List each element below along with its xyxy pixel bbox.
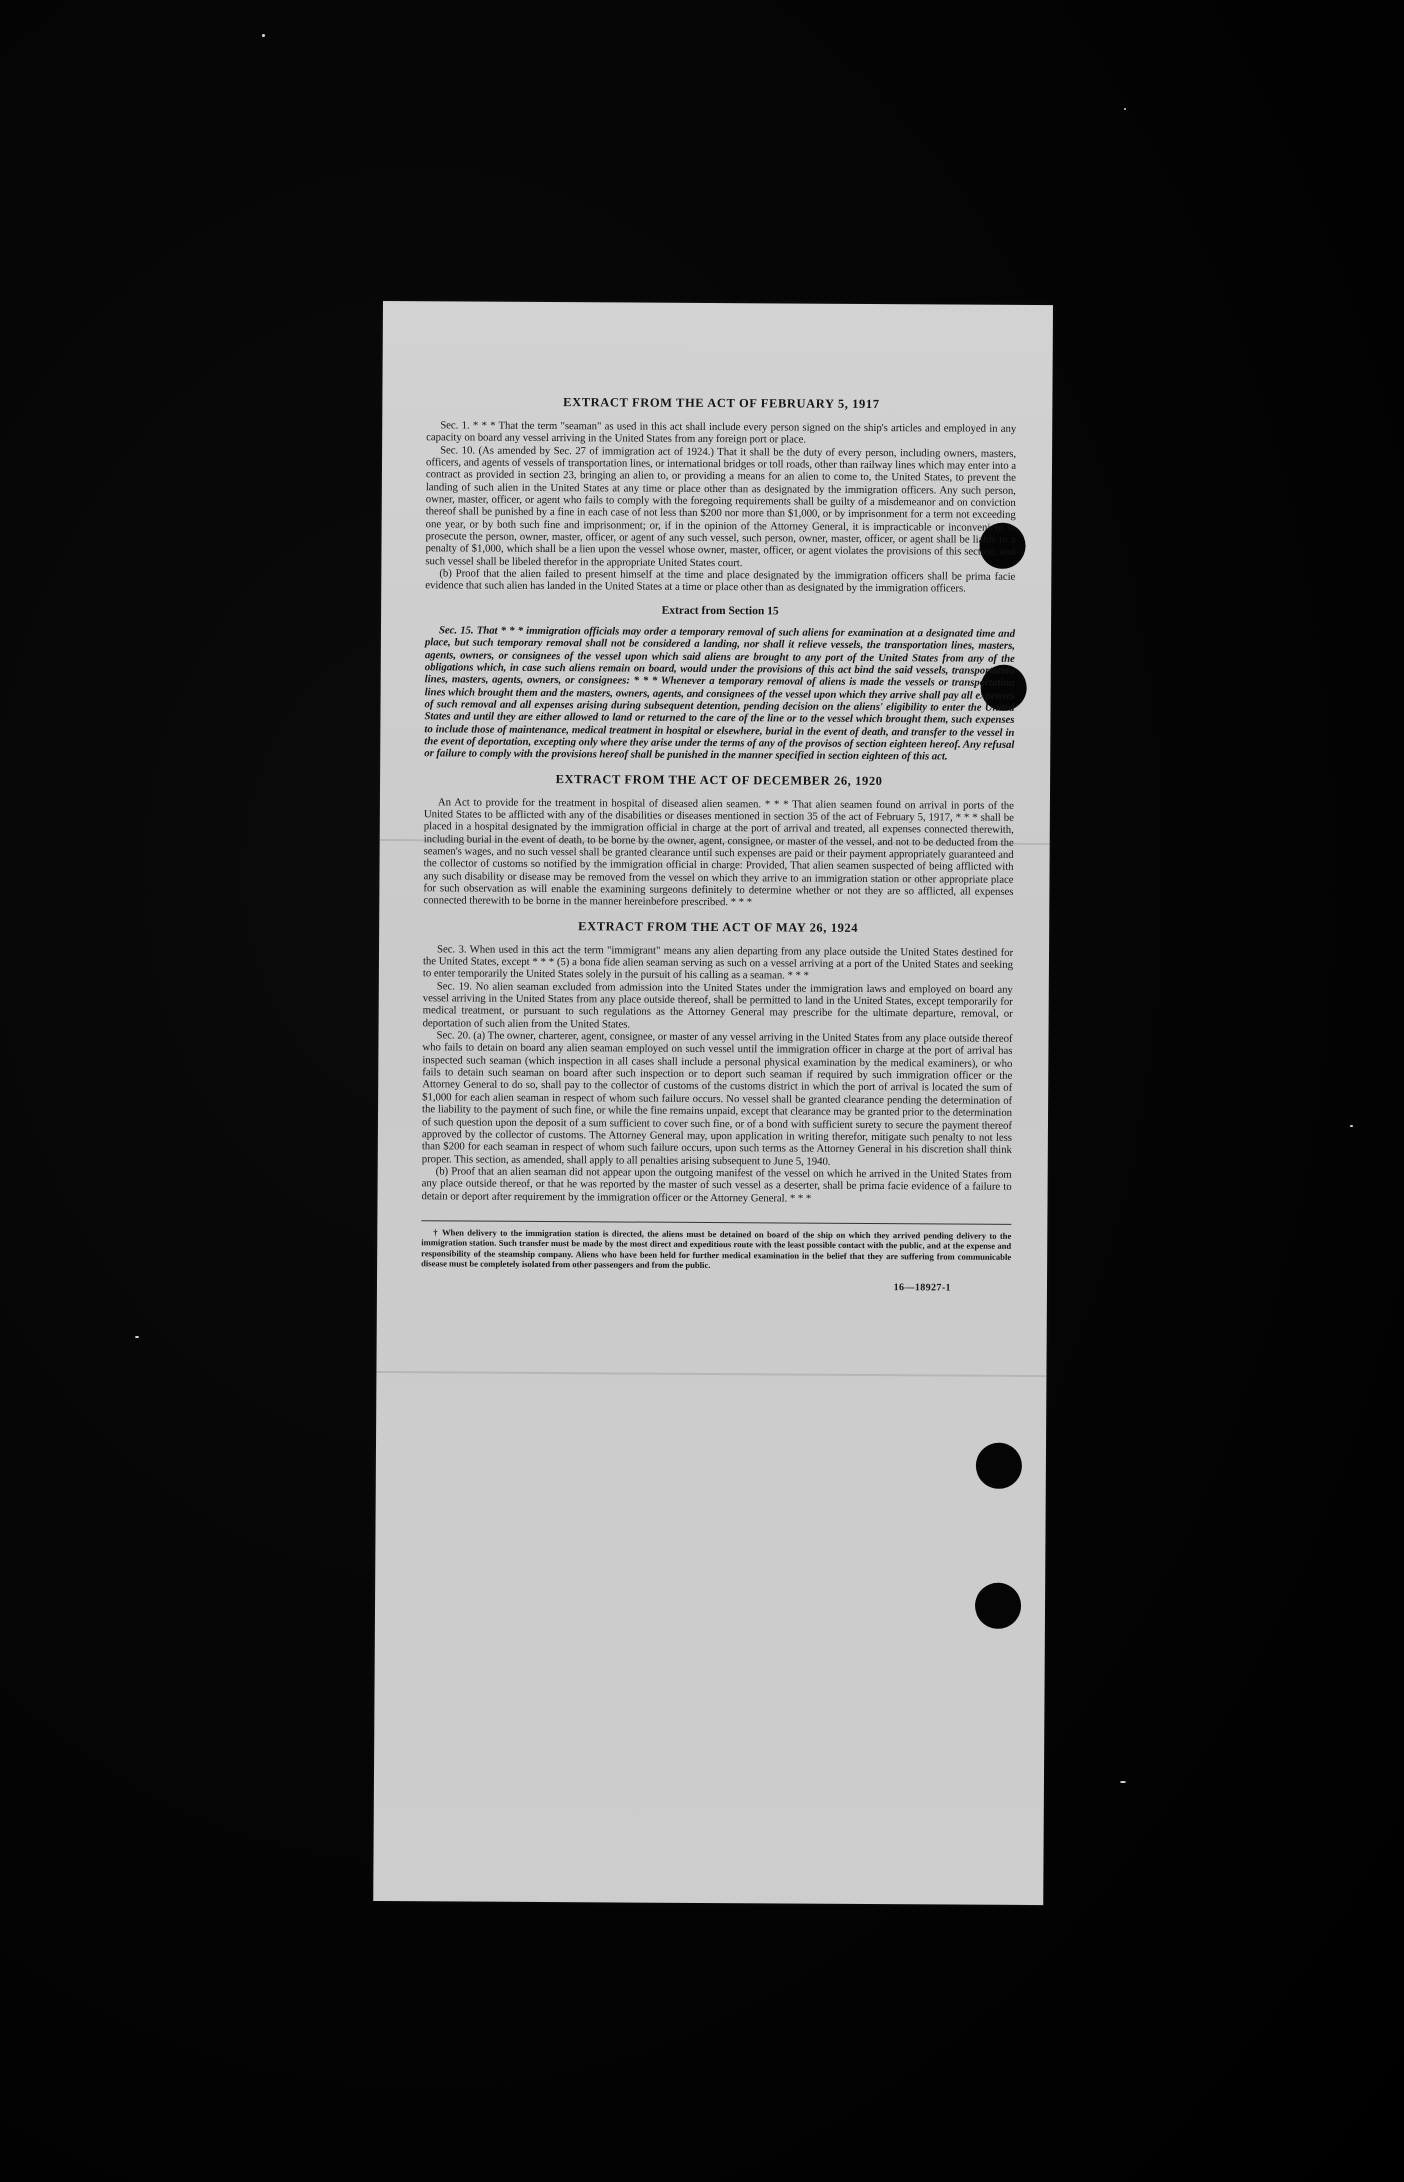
- dust-speck: [1350, 1125, 1353, 1127]
- section-heading-feb-1917: EXTRACT FROM THE ACT OF FEBRUARY 5, 1917: [563, 395, 880, 412]
- section-heading-may-1924: EXTRACT FROM THE ACT OF MAY 26, 1924: [578, 918, 859, 935]
- sec-1-paragraph: Sec. 1. * * * That the term "seaman" as used in this act shall include every person signed on the ship's articles and employed in any capacity on board any vessel arriving in the United States from any foreign port or place.: [426, 419, 1017, 446]
- punch-hole: [976, 1443, 1022, 1489]
- sec-3-paragraph: Sec. 3. When used in this act the term "immigrant" means any alien departing from any place outside the United States destined for the United States, except * * * (5) a bona fide alien seaman serving as such on a vessel arriving at a port of the United States and seeking to enter temporarily the United States solely in the pursuit of his calling as a seaman. * * *: [422, 943, 1014, 982]
- sec-10b-paragraph: (b) Proof that the alien failed to present himself at the time and place designated by the immigration officers shall be prima facie evidence that such alien has landed in the United States at a time or place other than as designated by the immigration officers.: [425, 567, 1016, 596]
- dust-speck: [1120, 1781, 1126, 1783]
- dust-speck: [135, 1336, 139, 1338]
- dust-speck: [262, 34, 265, 37]
- section-heading-dec-1920: EXTRACT FROM THE ACT OF DECEMBER 26, 1920: [555, 771, 883, 788]
- paper-fold-line: [376, 1371, 1046, 1377]
- punch-hole: [975, 1583, 1021, 1629]
- section-15-subheading: Extract from Section 15: [661, 604, 779, 618]
- document-body: [421, 393, 1016, 1293]
- sec-10-paragraph: Sec. 10. (As amended by Sec. 27 of immigration act of 1924.) That it shall be the duty of every person, including owners, masters, officers, and agents of vessels of transportation lines, or international bridges or toll roads, other than railway lines which may enter into a contract as provided in section 23, bringing an alien to, or providing a means for an alien to come to, the United States, to prevent the landing of such alien in the United States at any time or place other than as designated by the immigration officers. Any such person, owner, master, officer, or agent who fails to comply with the foregoing requirements shall be guilty of a misdemeanor and on conviction thereof shall be punished by a fine in each case of not less than $200 nor more than $1,000, or by imprisonment for a term not exceeding one year, or by both such fine and imprisonment; or, if in the opinion of the Attorney General, it is impracticable or inconvenient to prosecute the person, owner, master, officer, or agent of any such vessel, such person, owner, master, officer, or agent shall be liable to a penalty of $1,000, which shall be a lien upon the vessel whose owner, master, officer, or agent violates the provisions of this section, and such vessel shall be libeled therefor in the appropriate United States court.: [425, 444, 1017, 569]
- sec-15-paragraph: Sec. 15. That * * * immigration officials may order a temporary removal of such aliens for examination at a designated time and place, but such temporary removal shall not be considered a landing, nor shall it relieve vessels, the transportation lines, masters, agents, owners, or consignees of the vessel upon which said aliens are brought to any port of the United States from any of the obligations which, in case such aliens remain on board, would under the provisions of this act bind the said vessels, transportation lines, masters, agents, owners, or consignees: * * * Whenever a temporary removal of aliens is made the vessels or transportation lines which brought them and the masters, owners, agents, and consignees of the vessel upon which they arrive shall pay all expenses of such removal and all expenses arising during subsequent detention, pending decision on the aliens' eligibility to enter the United States and until they are either allowed to land or returned to the care of the line or to the vessel which brought them, such expenses to include those of maintenance, medical treatment in hospital or elsewhere, burial in the event of death, and transfer to the vessel in the event of deportation, excepting only where they arise under the terms of any of the provisos of section eighteen hereof. Any refusal or failure to comply with the provisions hereof shall be punished in the manner specified in section eighteen of this act.: [424, 624, 1016, 763]
- act-1920-paragraph: An Act to provide for the treatment in hospital of diseased alien seamen. * * * That alien seamen found on arrival in ports of the United States to be afflicted with any of the disabilities or diseases mentioned in section 35 of the act of February 5, 1917, * * * shall be placed in a hospital designated by the immigration official in charge at the port of arrival and treated, all expenses connected therewith, including burial in the event of death, to be borne by the owner, agent, consignee, or master of the vessel, and not to be deducted from the seamen's wages, and no such vessel shall be granted clearance until such expenses are paid or their payment appropriately guaranteed and the collector of customs so notified by the immigration official in charge: Provided, That alien seamen suspected of being afflicted with any such disability or disease may be removed from the vessel on which they arrive to an immigration station or other appropriate place for such observation as will enable the examining surgeons definitely to determine whether or not they are so afflicted, all expenses connected therewith to be borne in the manner hereinbefore prescribed. * * *: [423, 795, 1014, 909]
- dust-speck: [1124, 108, 1126, 110]
- sec-20b-paragraph: (b) Proof that an alien seaman did not appear upon the outgoing manifest of the vessel on which he arrived in the United States from any place outside thereof, or that he was reported by the master of such vessel as a deserter, shall be prima facie evidence of a failure to detain or deport after requirement by the immigration officer or the Attorney General. * * *: [421, 1165, 1012, 1205]
- sec-20a-paragraph: Sec. 20. (a) The owner, charterer, agent, consignee, or master of any vessel arriving in the United States from any place outside thereof who fails to detain on board any alien seaman employed on such vessel until the immigration officer in charge at the port of arrival has inspected such seaman (which inspection in all cases shall include a personal physical examination by the medical examiners), or who fails to detain such seaman on board after such inspection or to deport such seaman if required by such immigration officer or the Attorney General to do so, shall pay to the collector of customs of the customs district in which the port of arrival is located the sum of $1,000 for each alien seaman in respect of whom such failure occurs. No vessel shall be granted clearance pending the determination of the liability to the payment of such fine, or while the fine remains unpaid, except that clearance may be granted prior to the determination of such question upon the deposit of a sum sufficient to cover such fine, or of a bond with sufficient surety to secure the payment thereof approved by the collector of customs. The Attorney General may, upon application in writing therefor, mitigate such penalty to not less than $200 for each seaman in respect of whom such failure occurs, upon such terms as the Attorney General in his discretion shall think proper. This section, as amended, shall apply to all penalties arising subsequent to June 5, 1940.: [421, 1029, 1013, 1168]
- sec-19-paragraph: Sec. 19. No alien seaman excluded from admission into the United States under the immigration laws and employed on board any vessel arriving in the United States from any place outside thereof, shall be permitted to land in the United States, except temporarily for medical treatment, or pursuant to such regulations as the Attorney General may prescribe for the ultimate departure, removal, or deportation of such alien from the United States.: [422, 980, 1013, 1031]
- document-sheet: [373, 301, 1053, 1905]
- footnote: † When delivery to the immigration station is directed, the aliens must be detained on board of the ship on which they arrived pending delivery to the immigration station. Such transfer must be made by the most direct and expeditious route with the least possible contact with the public, and at the expense and responsibility of the steamship company. Aliens who have been held for further medical examination in the belief that they are suffering from communicable disease must be completely isolated from other passengers and from the public.: [421, 1220, 1011, 1272]
- form-number: 16—18927-1: [893, 1281, 952, 1294]
